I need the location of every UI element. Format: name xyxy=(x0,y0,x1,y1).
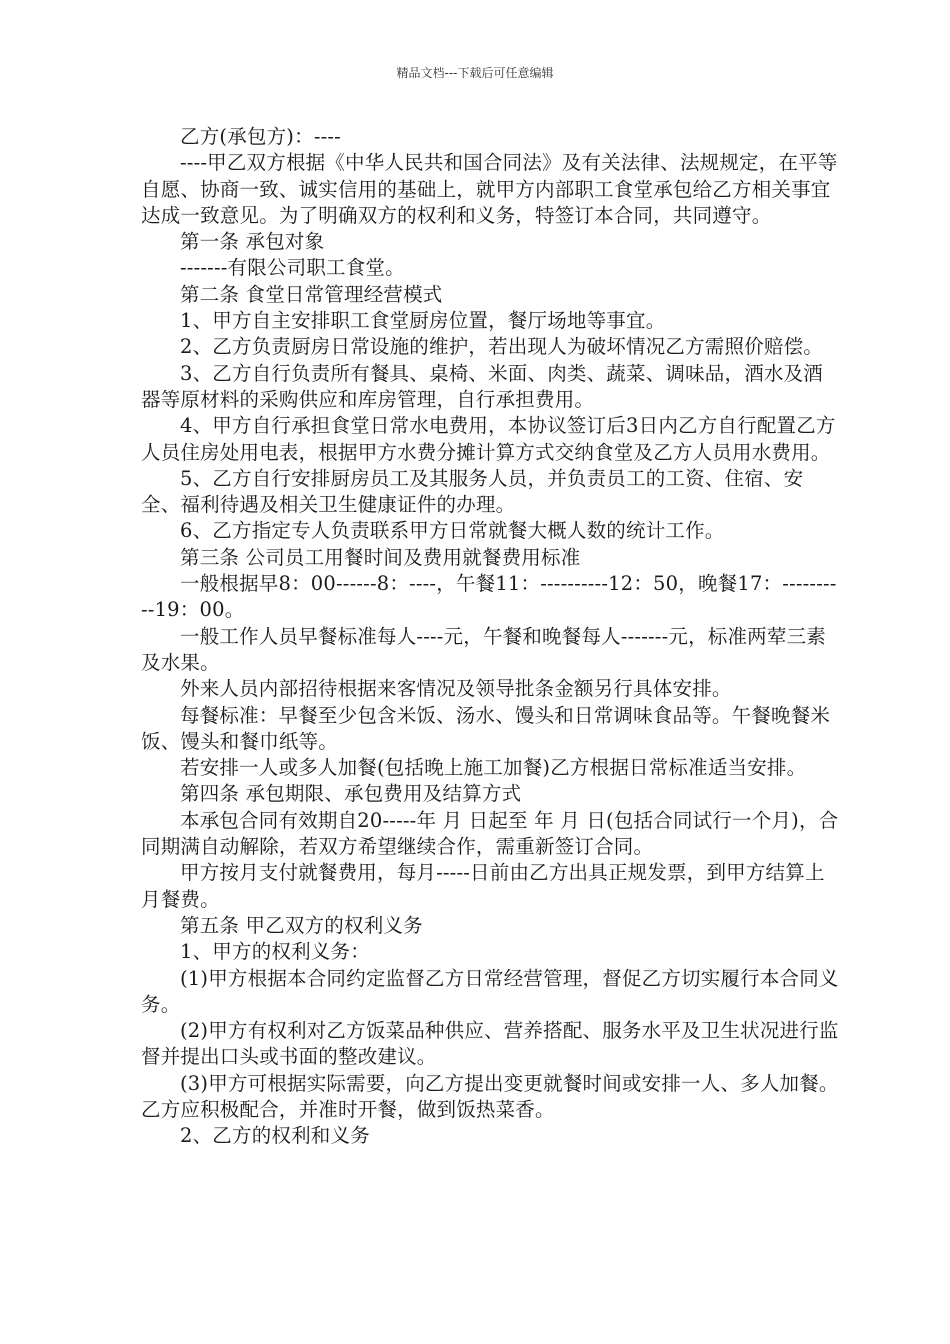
meal-cost-paragraph: 一般工作人员早餐标准每人----元，午餐和晚餐每人-------元，标准两荤三素及水果。 xyxy=(141,624,826,674)
article-5-heading: 第五条 甲乙双方的权利义务 xyxy=(180,913,423,937)
article-2-item-5: 5、乙方自行安排厨房员工及其服务人员，并负责员工的工资、住宿、安全、福利待遇及相关卫生健康证件的办理。 xyxy=(141,466,804,517)
contract-term-paragraph: 本承包合同有效期自20-----年 月 日起至 年 月 日(包括合同试行一个月)，合同期满自动解除，若双方希望继续合作，需重新签订合同。 xyxy=(141,808,839,859)
article-2-item-3: 3、乙方自行负责所有餐具、桌椅、米面、肉类、蔬菜、调味品，酒水及酒器等原材料的采购供应和库房管理，自行承担费用。 xyxy=(141,361,824,411)
party-a-rights-heading: 1、甲方的权利义务： xyxy=(180,940,370,964)
article-2-item-6: 6、乙方指定专人负责联系甲方日常就餐大概人数的统计工作。 xyxy=(180,519,725,543)
article-1-heading: 第一条 承包对象 xyxy=(180,230,325,254)
extra-meal-paragraph: 若安排一人或多人加餐(包括晚上施工加餐)乙方根据日常标准适当安排。 xyxy=(180,756,807,780)
article-2-heading: 第二条 食堂日常管理经营模式 xyxy=(180,282,443,306)
contract-body xyxy=(141,124,841,1150)
article-1-text: -------有限公司职工食堂。 xyxy=(180,256,405,280)
party-a-right-3: (3)甲方可根据实际需要，向乙方提出变更就餐时间或安排一人、多人加餐。乙方应积极配合，并准时开餐，做到饭热菜香。 xyxy=(141,1071,839,1121)
meal-times-paragraph: 一般根据早8：00------8：----，午餐11：----------12：50，晚餐17：----------19：00。 xyxy=(141,572,837,622)
preamble-paragraph: ----甲乙双方根据《中华人民共和国合同法》及有关法律、法规规定，在平等自愿、协商一致、诚实信用的基础上，就甲方内部职工食堂承包给乙方相关事宜达成一致意见。为了明确双方的权利和义务，特签订本合同，共同遵守。 xyxy=(141,151,838,227)
guest-reception-paragraph: 外来人员内部招待根据来客情况及领导批条金额另行具体安排。 xyxy=(180,677,732,701)
party-a-right-1: (1)甲方根据本合同约定监督乙方日常经营管理，督促乙方切实履行本合同义务。 xyxy=(141,966,839,1016)
article-2-item-4: 4、甲方自行承担食堂日常水电费用，本协议签订后3日内乙方自行配置乙方人员住房处用电表，根据甲方水费分摊计算方式交纳食堂及乙方人员用水费用。 xyxy=(141,414,836,464)
party-b-line: 乙方(承包方)：---- xyxy=(180,125,341,148)
meal-standard-paragraph: 每餐标准：早餐至少包含米饭、汤水、馒头和日常调味食品等。午餐晚餐米饭、馒头和餐巾纸等。 xyxy=(141,703,831,753)
article-2-item-1: 1、甲方自主安排职工食堂厨房位置，餐厅场地等事宜。 xyxy=(180,309,666,333)
payment-paragraph: 甲方按月支付就餐费用，每月-----日前由乙方出具正规发票，到甲方结算上月餐费。 xyxy=(141,861,825,911)
article-4-heading: 第四条 承包期限、承包费用及结算方式 xyxy=(180,782,522,806)
article-3-heading: 第三条 公司员工用餐时间及费用就餐费用标准 xyxy=(180,545,581,569)
page-header: 精品文档---下载后可任意编辑 xyxy=(396,66,554,80)
party-a-right-2: (2)甲方有权利对乙方饭菜品种供应、营养搭配、服务水平及卫生状况进行监督并提出口头或书面的整改建议。 xyxy=(141,1019,839,1069)
party-b-rights-heading: 2、乙方的权利和义务 xyxy=(180,1124,370,1148)
article-2-item-2: 2、乙方负责厨房日常设施的维护，若出现人为破坏情况乙方需照价赔偿。 xyxy=(180,335,824,359)
